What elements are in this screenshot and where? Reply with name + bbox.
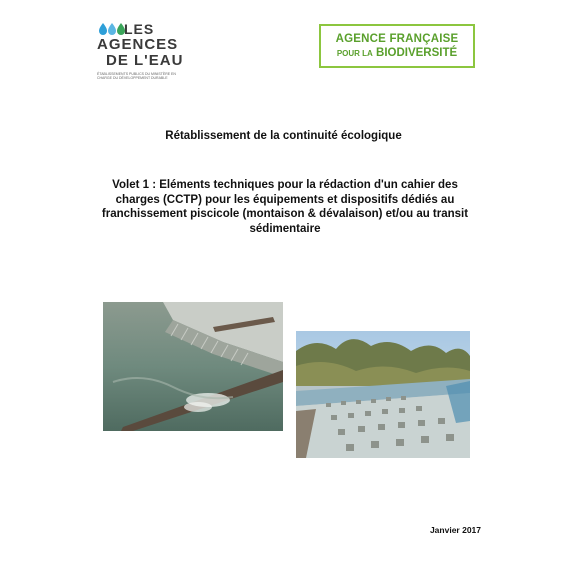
logo-tagline: ÉTABLISSEMENTS PUBLICS DU MINISTÈRE EN CHARGE DU DÉVELOPPEMENT DURABLE xyxy=(97,72,176,80)
fish-screen-photo xyxy=(103,302,283,431)
logo-les-text: LES xyxy=(124,21,155,37)
document-subtitle: Volet 1 : Eléments techniques pour la rédaction d'un cahier des charges (CCTP) pour les équipements et dispositifs dédiés au franchissement piscicole (montaison & dévalaison) et/ou au transit sédimentaire xyxy=(101,179,469,235)
document-date: Janvier 2017 xyxy=(429,525,481,535)
logo-de-l-eau-text: DE L'EAU xyxy=(106,52,184,69)
afb-logo xyxy=(319,24,475,68)
fish-pass-photo xyxy=(296,331,470,458)
logo-agences-text: AGENCES xyxy=(97,36,179,53)
agences-de-l-eau-logo xyxy=(94,20,194,92)
afb-line2 xyxy=(337,46,457,61)
afb-prefix: POUR LA xyxy=(336,48,373,58)
afb-line1: AGENCE FRANÇAISE xyxy=(335,32,459,45)
afb-main: BIODIVERSITÉ xyxy=(376,46,458,59)
document-title: Rétablissement de la continuité écologique xyxy=(165,130,402,142)
